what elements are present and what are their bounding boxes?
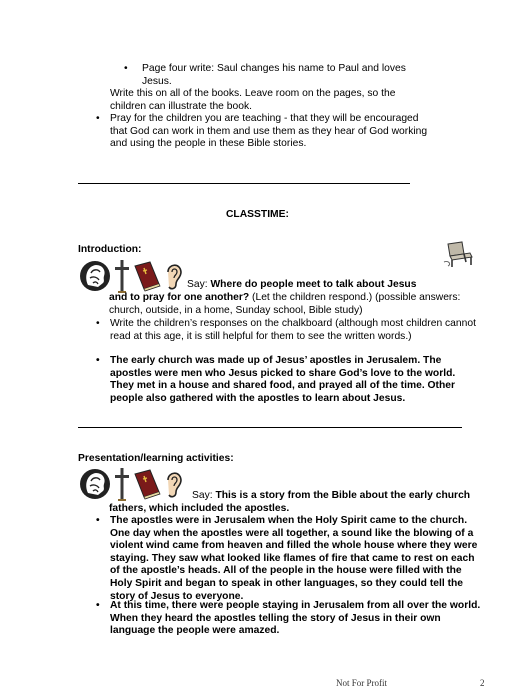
ear-icon [163, 259, 185, 293]
text-line: children can illustrate the book. [110, 100, 252, 112]
text-line: that God can work in them and use them as they hear of God working [110, 125, 428, 137]
presentation-line-2: fathers, which included the apostles. [109, 503, 290, 514]
text-line: They met in a house and shared food, and prayed all of the time. Other [110, 380, 456, 392]
page-number: 2 [480, 678, 485, 688]
text-line: At this time, there were people staying in Jerusalem from all over the world. [110, 600, 481, 611]
text-line: of the apostle’s heads. All of the people in the house were filled with the [110, 565, 462, 577]
cross-icon [113, 466, 131, 502]
bullet-marker: • [124, 63, 128, 74]
head-icon [78, 259, 112, 293]
bullet-marker: • [96, 515, 100, 526]
presentation-heading: Presentation/learning activities: [78, 453, 234, 464]
text-line: Pray for the children you are teaching - that they will be encouraged [110, 113, 419, 124]
say-label: Say: [187, 279, 211, 290]
divider-line [78, 427, 462, 428]
text-line: violent wind came from heaven and filled the whole house where they were [110, 540, 478, 552]
cross-icon [113, 258, 131, 294]
text-line: When they heard the apostles telling the story of Jesus in their own [110, 612, 441, 624]
classtime-title: CLASSTIME: [226, 209, 289, 220]
say-question: Where do people meet to talk about Jesus [210, 279, 417, 290]
bible-icon [132, 468, 162, 500]
introduction-line-3: church, outside, in a home, Sunday school, Bible study) [109, 305, 363, 316]
head-icon [78, 467, 112, 501]
introduction-heading: Introduction: [78, 244, 142, 255]
bullet-marker: • [96, 600, 100, 611]
bullet-marker: • [96, 113, 100, 124]
bullet-marker: • [96, 318, 100, 329]
text-line: apostles were men who Jesus picked to share God’s love to the world. [110, 367, 456, 379]
divider-line [78, 183, 410, 184]
presentation-icons [78, 466, 185, 502]
text-line: story of Jesus to everyone. [110, 590, 244, 602]
text-line: The early church was made up of Jesus’ apostles in Jerusalem. The [110, 355, 442, 366]
text-line: One day when the apostles were all together, a sound like the blowing of a [110, 527, 474, 539]
text-line: staying. They saw what looked like flames of fire that came to rest on each [110, 552, 475, 564]
bible-icon [132, 260, 162, 292]
ear-icon [163, 467, 185, 501]
text-line: people also gathered with the apostles to learn about Jesus. [110, 392, 406, 404]
text-line: read at this age, it is still helpful for them to see the written words.) [110, 330, 412, 342]
say-statement: This is a story from the Bible about the early church [215, 490, 471, 501]
presentation-say [192, 490, 470, 503]
say-label: Say: [192, 490, 216, 501]
text-line: The apostles were in Jerusalem when the Holy Spirit came to the church. [110, 515, 468, 526]
text-line: Holy Spirit and began to speak in other languages, so they could tell the [110, 577, 464, 589]
text-line: Write this on all of the books. Leave room on the pages, so the [110, 88, 396, 99]
bullet-marker: • [96, 355, 100, 366]
introduction-say [187, 279, 416, 292]
top-note [110, 88, 450, 113]
introduction-line-2: and to pray for one another? (Let the children respond.) (possible answers: [109, 292, 461, 303]
text-line: and using the people in these Bible stories. [110, 138, 307, 150]
footer-label: Not For Profit [336, 678, 388, 688]
text-line: language the people were amazed. [110, 625, 280, 637]
introduction-icons [78, 258, 185, 294]
text-line: Page four write: Saul changes his name to Paul and loves [142, 63, 406, 74]
text-line: Write the children’s responses on the chalkboard (although most children cannot [110, 318, 476, 329]
chair-icon [442, 240, 476, 273]
text-line: Jesus. [142, 75, 172, 87]
